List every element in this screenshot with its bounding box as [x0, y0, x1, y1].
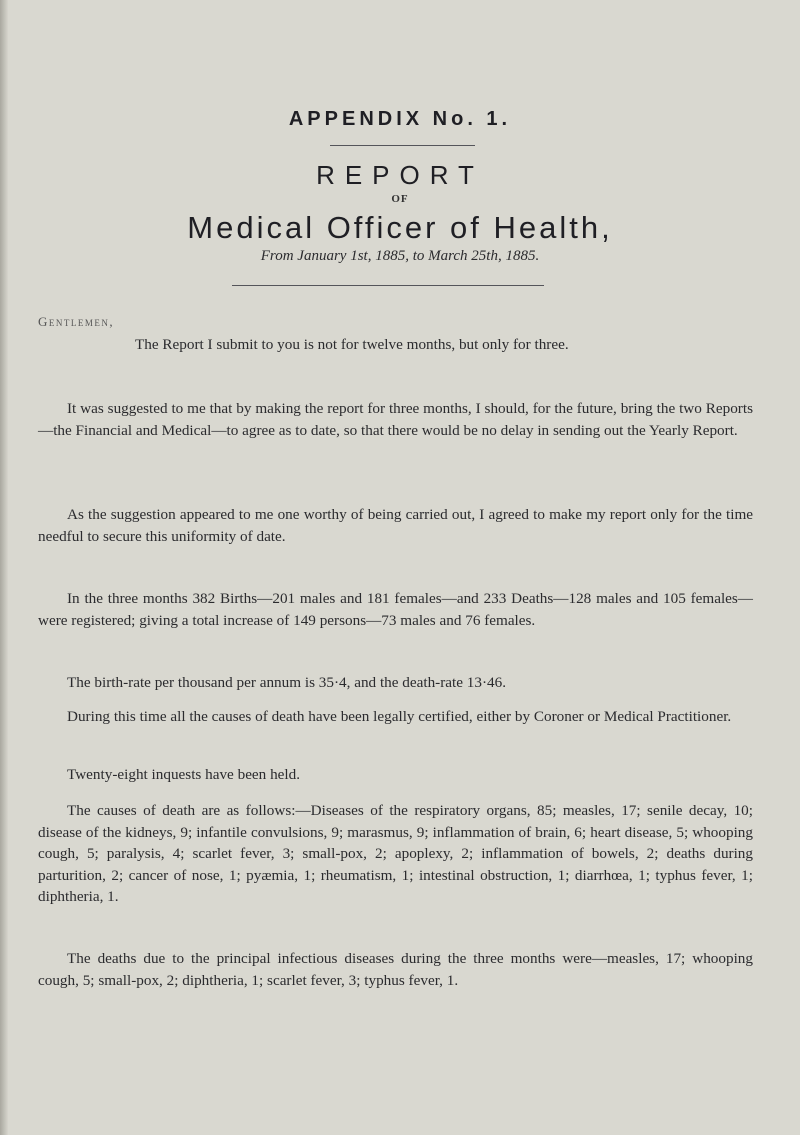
report-heading: REPORT [316, 160, 484, 190]
of-label: OF [391, 193, 409, 205]
paragraph-infectious-diseases: The deaths due to the principal infectious diseases during the three months were—measles, 17; whooping cough, 5; small-pox, 2; diphtheria, 1; scarlet fever, 3; typhus fever, 1. [38, 950, 753, 989]
title-divider [232, 285, 544, 286]
paragraph-certification: During this time all the causes of death have been legally certified, either by Coroner or Medical Practitioner. [67, 708, 732, 725]
document-title: Medical Officer of Health, [187, 210, 613, 245]
salutation: Gentlemen, [38, 314, 115, 329]
paragraph-births-deaths: In the three months 382 Births—201 males and 181 females—and 233 Deaths—128 males and 105 females—were registered; giving a total increase of 149 persons—73 males and 76 females. [38, 590, 753, 629]
paragraph-inquests: Twenty-eight inquests have been held. [67, 766, 301, 783]
paragraph-intro: The Report I submit to you is not for twelve months, but only for three. [135, 336, 569, 353]
heading-divider [330, 145, 475, 146]
paragraph-rates: The birth-rate per thousand per annum is 35·4, and the death-rate 13·46. [67, 674, 507, 691]
appendix-heading: APPENDIX No. 1. [288, 108, 512, 130]
paragraph-suggestion: It was suggested to me that by making the report for three months, I should, for the future, bring the two Reports—the Financial and Medical—to agree as to date, so that there would be no delay in sending out the Yearly Report. [38, 400, 753, 439]
paragraph-causes-of-death: The causes of death are as follows:—Diseases of the respiratory organs, 85; measles, 17; senile decay, 10; disease of the kidneys, 9; infantile convulsions, 9; marasmus, 9; inflammation of brain, 6; heart disease, 5; whooping cough, 5; paralysis, 4; scarlet fever, 3; small-pox, 2; apoplexy, 2; inflammation of bowels, 2; deaths during parturition, 2; cancer of nose, 1; pyæmia, 1; rheumatism, 1; intestinal obstruction, 1; diarrhœa, 1; typhus fever, 1; diphtheria, 1. [38, 802, 753, 905]
report-period: From January 1st, 1885, to March 25th, 1885. [260, 248, 540, 264]
paragraph-agreement: As the suggestion appeared to me one worthy of being carried out, I agreed to make my report only for the time needful to secure this uniformity of date. [38, 506, 753, 545]
